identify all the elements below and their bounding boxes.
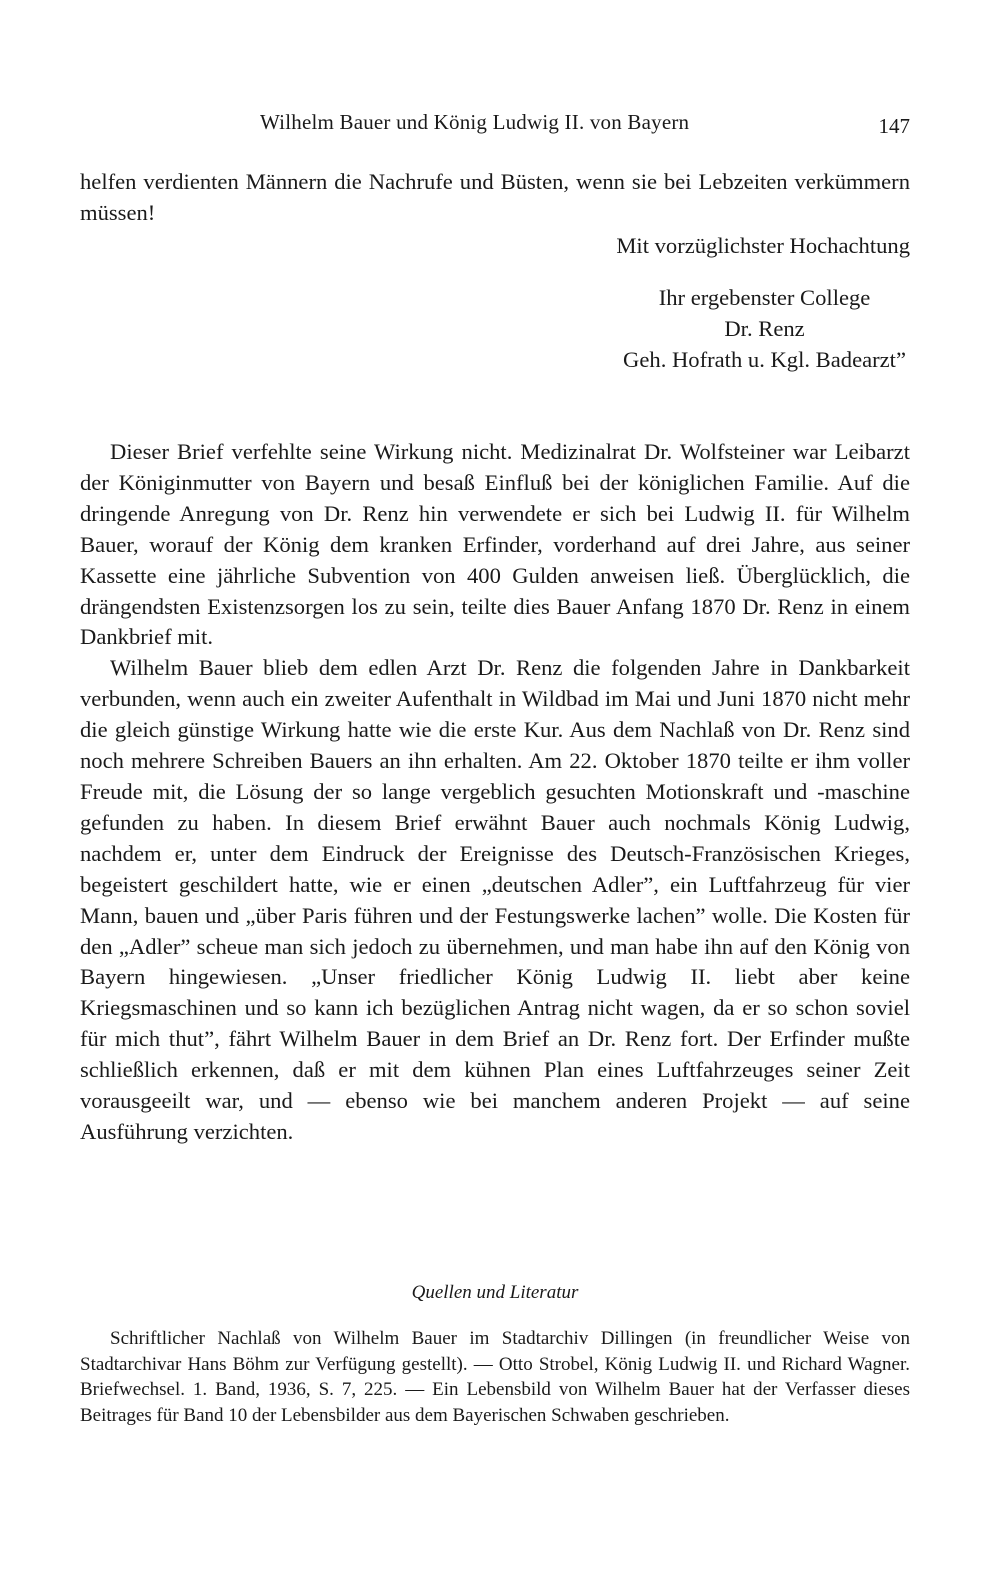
letter-signature — [623, 282, 906, 375]
signature-name: Dr. Renz — [724, 316, 805, 341]
running-head — [80, 110, 910, 140]
body-paragraph: Dieser Brief verfehlte seine Wirkung nicht. Medizinalrat Dr. Wolfsteiner war Leibarzt der Königinmutter von Bayern und besaß Einfluß bei der königlichen Familie. Auf die dringende Anregung von Dr. Renz hin verwendete er sich bei Ludwig II. für Wilhelm Bauer, worauf der König dem kranken Erfinder, vorderhand auf drei Jahre, aus seiner Kassette eine jährliche Subvention von 400 Gulden anweisen ließ. Überglücklich, die drängendsten Existenzsorgen los zu sein, teilte dies Bauer Anfang 1870 Dr. Renz in einem Dankbrief mit. — [80, 439, 910, 650]
sources-heading: Quellen und Literatur — [411, 1282, 579, 1303]
book-page — [80, 0, 910, 1577]
page-number: 147 — [878, 114, 910, 138]
signature-title: Geh. Hofrath u. Kgl. Badearzt” — [623, 347, 906, 372]
signature-line: Ihr ergebenster College — [658, 285, 871, 310]
body-paragraph: Wilhelm Bauer blieb dem edlen Arzt Dr. Renz die folgenden Jahre in Dankbarkeit verbunden, wenn auch ein zweiter Aufenthalt in Wildbad im Mai und Juni 1870 nicht mehr die gleich günstige Wirkung hatte wie die erste Kur. Aus dem Nachlaß von Dr. Renz sind noch mehrere Schreiben Bauers an ihn erhalten. Am 22. Oktober 1870 teilte er ihm voller Freude mit, die Lösung der so lange vergeblich gesuchten Motionskraft und -maschine gefunden zu haben. In diesem Brief erwähnt Bauer auch nochmals König Ludwig, nachdem er, unter dem Eindruck der Ereignisse des Deutsch-Französischen Krieges, begeistert geschildert hatte, wie er einen „deutschen Adler”, ein Luftfahrzeug für vier Mann, bauen und „über Paris führen und der Festungswerke lachen” wolle. Die Kosten für den „Adler” scheue man sich jedoch zu übernehmen, und man habe ihn auf den König von Bayern hingewiesen. „Unser friedlicher König Ludwig II. liebt aber keine Kriegsmaschinen und so kann ich bezüglichen Antrag nicht wagen, da er so schon soviel für mich thut”, fährt Wilhelm Bauer in dem Brief an Dr. Renz fort. Der Erfinder mußte schließlich erkennen, daß er mit dem kühnen Plan eines Luftfahrzeuges seiner Zeit vorausgeeilt war, und — ebenso wie bei manchem anderen Projekt — auf seine Ausführung verzichten. — [80, 655, 910, 1144]
letter-end-paragraph: helfen verdienten Männern die Nachrufe und Büsten, wenn sie bei Lebzeiten verkümmern müssen! — [80, 169, 910, 225]
letter-closing: Mit vorzüglichster Hochachtung — [616, 233, 910, 258]
sources-text: Schriftlicher Nachlaß von Wilhelm Bauer im Stadtarchiv Dillingen (in freundlicher Weise von Stadtarchivar Hans Böhm zur Verfügung gestellt). — Otto Strobel, König Ludwig II. und Richard Wagner. Briefwechsel. 1. Band, 1936, S. 7, 225. — Ein Lebensbild von Wilhelm Bauer hat der Verfasser dieses Beitrages für Band 10 der Lebensbilder aus dem Bayerischen Schwaben geschrieben. — [80, 1328, 910, 1426]
body-text — [80, 437, 910, 1148]
running-title: Wilhelm Bauer und König Ludwig II. von Bayern — [260, 110, 690, 134]
